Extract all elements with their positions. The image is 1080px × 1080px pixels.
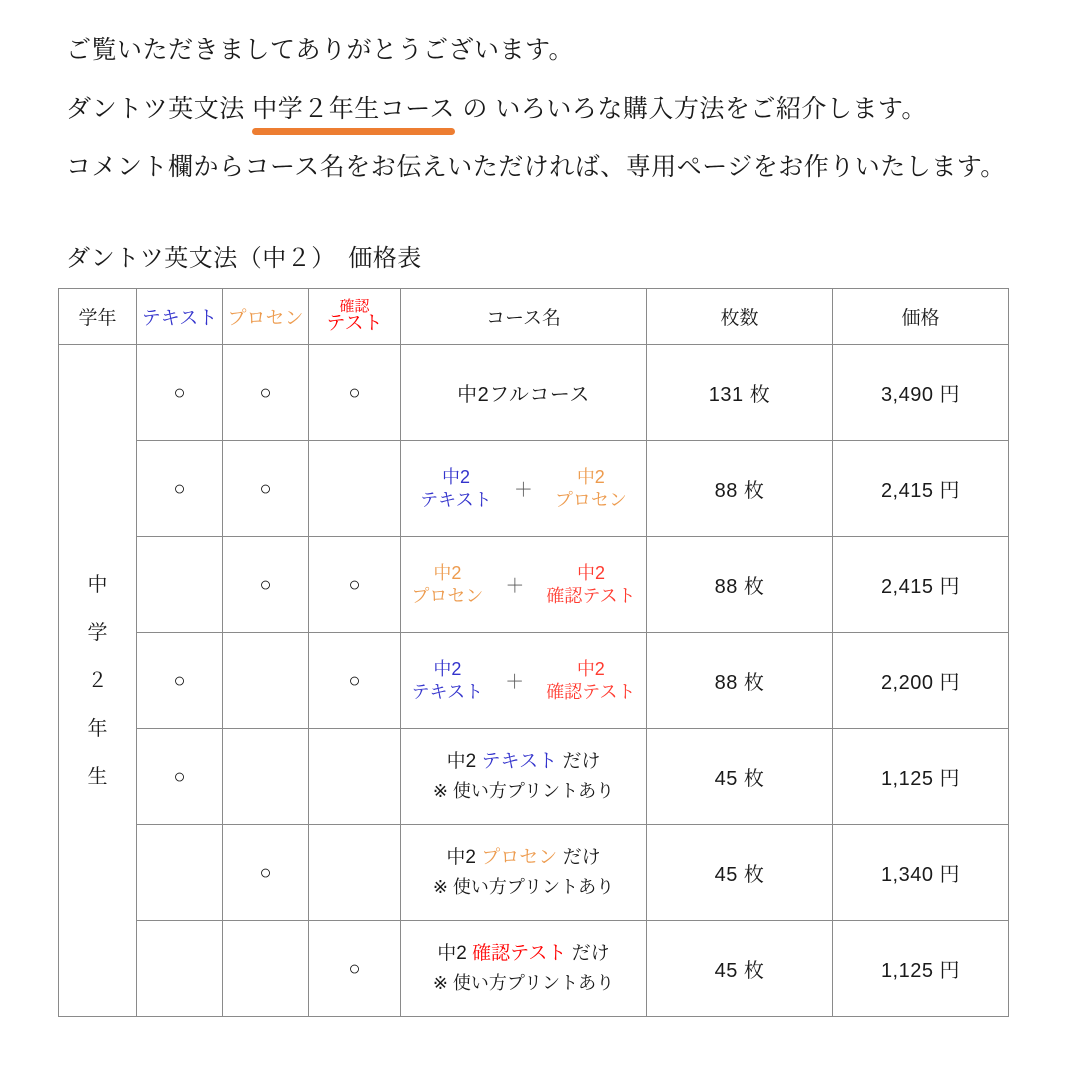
mark-kakunin	[309, 441, 401, 537]
grade-char: 生	[87, 765, 108, 788]
course-single	[401, 939, 646, 998]
combo-right-top: 中2	[576, 467, 605, 487]
combo-left-top: 中2	[433, 563, 462, 583]
course-combo	[401, 658, 646, 703]
header-course-name: コース名	[401, 289, 647, 345]
mark-kakunin: ○	[309, 537, 401, 633]
plus-separator: ＋	[505, 576, 525, 597]
intro-line-2-prefix: ダントツ英文法	[66, 94, 253, 123]
sheets-value: 88 枚	[647, 441, 833, 537]
combo-right-item	[546, 658, 635, 703]
combo-left-item	[420, 466, 492, 511]
intro-line-2	[66, 93, 1026, 126]
highlight-text: 中学２年生コース	[252, 94, 455, 123]
mark-purosen	[223, 729, 309, 825]
sheets-value: 88 枚	[647, 537, 833, 633]
single-prefix: 中2	[446, 750, 482, 772]
grade-char: 年	[87, 717, 108, 740]
single-prefix: 中2	[437, 942, 473, 964]
course-single	[401, 747, 646, 806]
mark-text: ○	[137, 441, 223, 537]
highlighted-course-name	[252, 93, 455, 126]
course-cell	[401, 729, 647, 825]
single-item: プロセン	[481, 846, 558, 868]
mark-text: ○	[137, 633, 223, 729]
price-value: 2,200 円	[833, 633, 1009, 729]
grade-char: 中	[87, 573, 108, 596]
header-text: テキスト	[137, 289, 223, 345]
mark-purosen: ○	[223, 537, 309, 633]
price-value: 2,415 円	[833, 537, 1009, 633]
single-suffix: だけ	[566, 942, 610, 964]
mark-kakunin: ○	[309, 633, 401, 729]
intro-text-block	[66, 34, 1026, 184]
combo-left-bottom: プロセン	[411, 585, 484, 606]
single-suffix: だけ	[557, 750, 601, 772]
single-note: ※ 使い方プリントあり	[432, 877, 615, 898]
sheets-value: 88 枚	[647, 633, 833, 729]
combo-left-top: 中2	[433, 659, 462, 679]
table-row	[59, 825, 1009, 921]
header-price: 価格	[833, 289, 1009, 345]
header-purosen: プロセン	[223, 289, 309, 345]
combo-left-item	[411, 562, 483, 607]
mark-text	[137, 921, 223, 1017]
table-header-row	[59, 289, 1009, 345]
orange-underline	[252, 128, 455, 135]
sheets-value: 45 枚	[647, 825, 833, 921]
plus-separator: ＋	[505, 672, 525, 693]
course-combo	[401, 562, 646, 607]
header-sheets: 枚数	[647, 289, 833, 345]
mark-purosen	[223, 921, 309, 1017]
course-combo	[401, 466, 646, 511]
mark-purosen	[223, 633, 309, 729]
intro-line-1: ご覧いただきましてありがとうございます。	[66, 36, 575, 64]
grade-vertical-label	[59, 345, 136, 1016]
combo-right-item	[546, 562, 635, 607]
mark-purosen: ○	[223, 825, 309, 921]
table-row	[59, 729, 1009, 825]
course-cell	[401, 921, 647, 1017]
single-item: 確認テスト	[472, 942, 567, 964]
mark-kakunin	[309, 825, 401, 921]
mark-kakunin: ○	[309, 345, 401, 441]
course-name-plain: 中2フルコース	[457, 384, 590, 406]
course-cell	[401, 633, 647, 729]
table-head	[59, 289, 1009, 345]
combo-right-top: 中2	[576, 563, 605, 583]
grade-char: 学	[87, 621, 108, 644]
single-note: ※ 使い方プリントあり	[432, 781, 615, 802]
sheets-value: 45 枚	[647, 729, 833, 825]
table-row	[59, 441, 1009, 537]
single-item: テキスト	[481, 750, 558, 772]
combo-right-bottom: プロセン	[554, 489, 627, 510]
mark-text	[137, 825, 223, 921]
course-cell	[401, 441, 647, 537]
grade-char: ２	[87, 669, 108, 692]
header-grade: 学年	[59, 289, 137, 345]
single-prefix: 中2	[446, 846, 482, 868]
price-table	[58, 288, 1009, 1017]
table-row	[59, 537, 1009, 633]
table-row	[59, 921, 1009, 1017]
single-line-1	[447, 747, 601, 777]
combo-left-item	[412, 658, 484, 703]
combo-right-item	[555, 466, 627, 511]
mark-purosen: ○	[223, 441, 309, 537]
price-value: 1,125 円	[833, 921, 1009, 1017]
mark-purosen: ○	[223, 345, 309, 441]
price-value: 2,415 円	[833, 441, 1009, 537]
grade-cell	[59, 345, 137, 1017]
mark-text	[137, 537, 223, 633]
price-value: 1,340 円	[833, 825, 1009, 921]
sheets-value: 45 枚	[647, 921, 833, 1017]
single-line-1	[446, 843, 600, 873]
intro-line-2-suffix: の いろいろな購入方法をご紹介します。	[454, 94, 927, 123]
header-kakunin-test	[309, 289, 401, 345]
course-cell	[401, 825, 647, 921]
price-table-caption: ダントツ英文法（中２） 価格表	[66, 245, 422, 272]
combo-left-top: 中2	[441, 467, 470, 487]
course-cell	[401, 537, 647, 633]
price-value: 3,490 円	[833, 345, 1009, 441]
course-cell	[401, 345, 647, 441]
table-body	[59, 345, 1009, 1017]
intro-line-3: コメント欄からコース名をお伝えいただければ、専用ページをお作りいたします。	[66, 153, 1006, 181]
single-line-1	[437, 939, 609, 969]
course-single	[401, 843, 646, 902]
sheets-value: 131 枚	[647, 345, 833, 441]
price-value: 1,125 円	[833, 729, 1009, 825]
combo-right-bottom: 確認テスト	[546, 681, 636, 702]
mark-text: ○	[137, 345, 223, 441]
plus-separator: ＋	[513, 480, 533, 501]
header-kakunin-line1: 確認	[339, 297, 370, 315]
mark-text: ○	[137, 729, 223, 825]
mark-kakunin: ○	[309, 921, 401, 1017]
table-row	[59, 633, 1009, 729]
mark-kakunin	[309, 729, 401, 825]
combo-left-bottom: テキスト	[411, 681, 484, 702]
single-suffix: だけ	[557, 846, 601, 868]
combo-left-bottom: テキスト	[420, 489, 492, 510]
header-kakunin-line2: テスト	[326, 313, 383, 335]
table-row	[59, 345, 1009, 441]
single-note: ※ 使い方プリントあり	[432, 973, 615, 994]
combo-right-top: 中2	[576, 659, 605, 679]
combo-right-bottom: 確認テスト	[546, 585, 636, 606]
